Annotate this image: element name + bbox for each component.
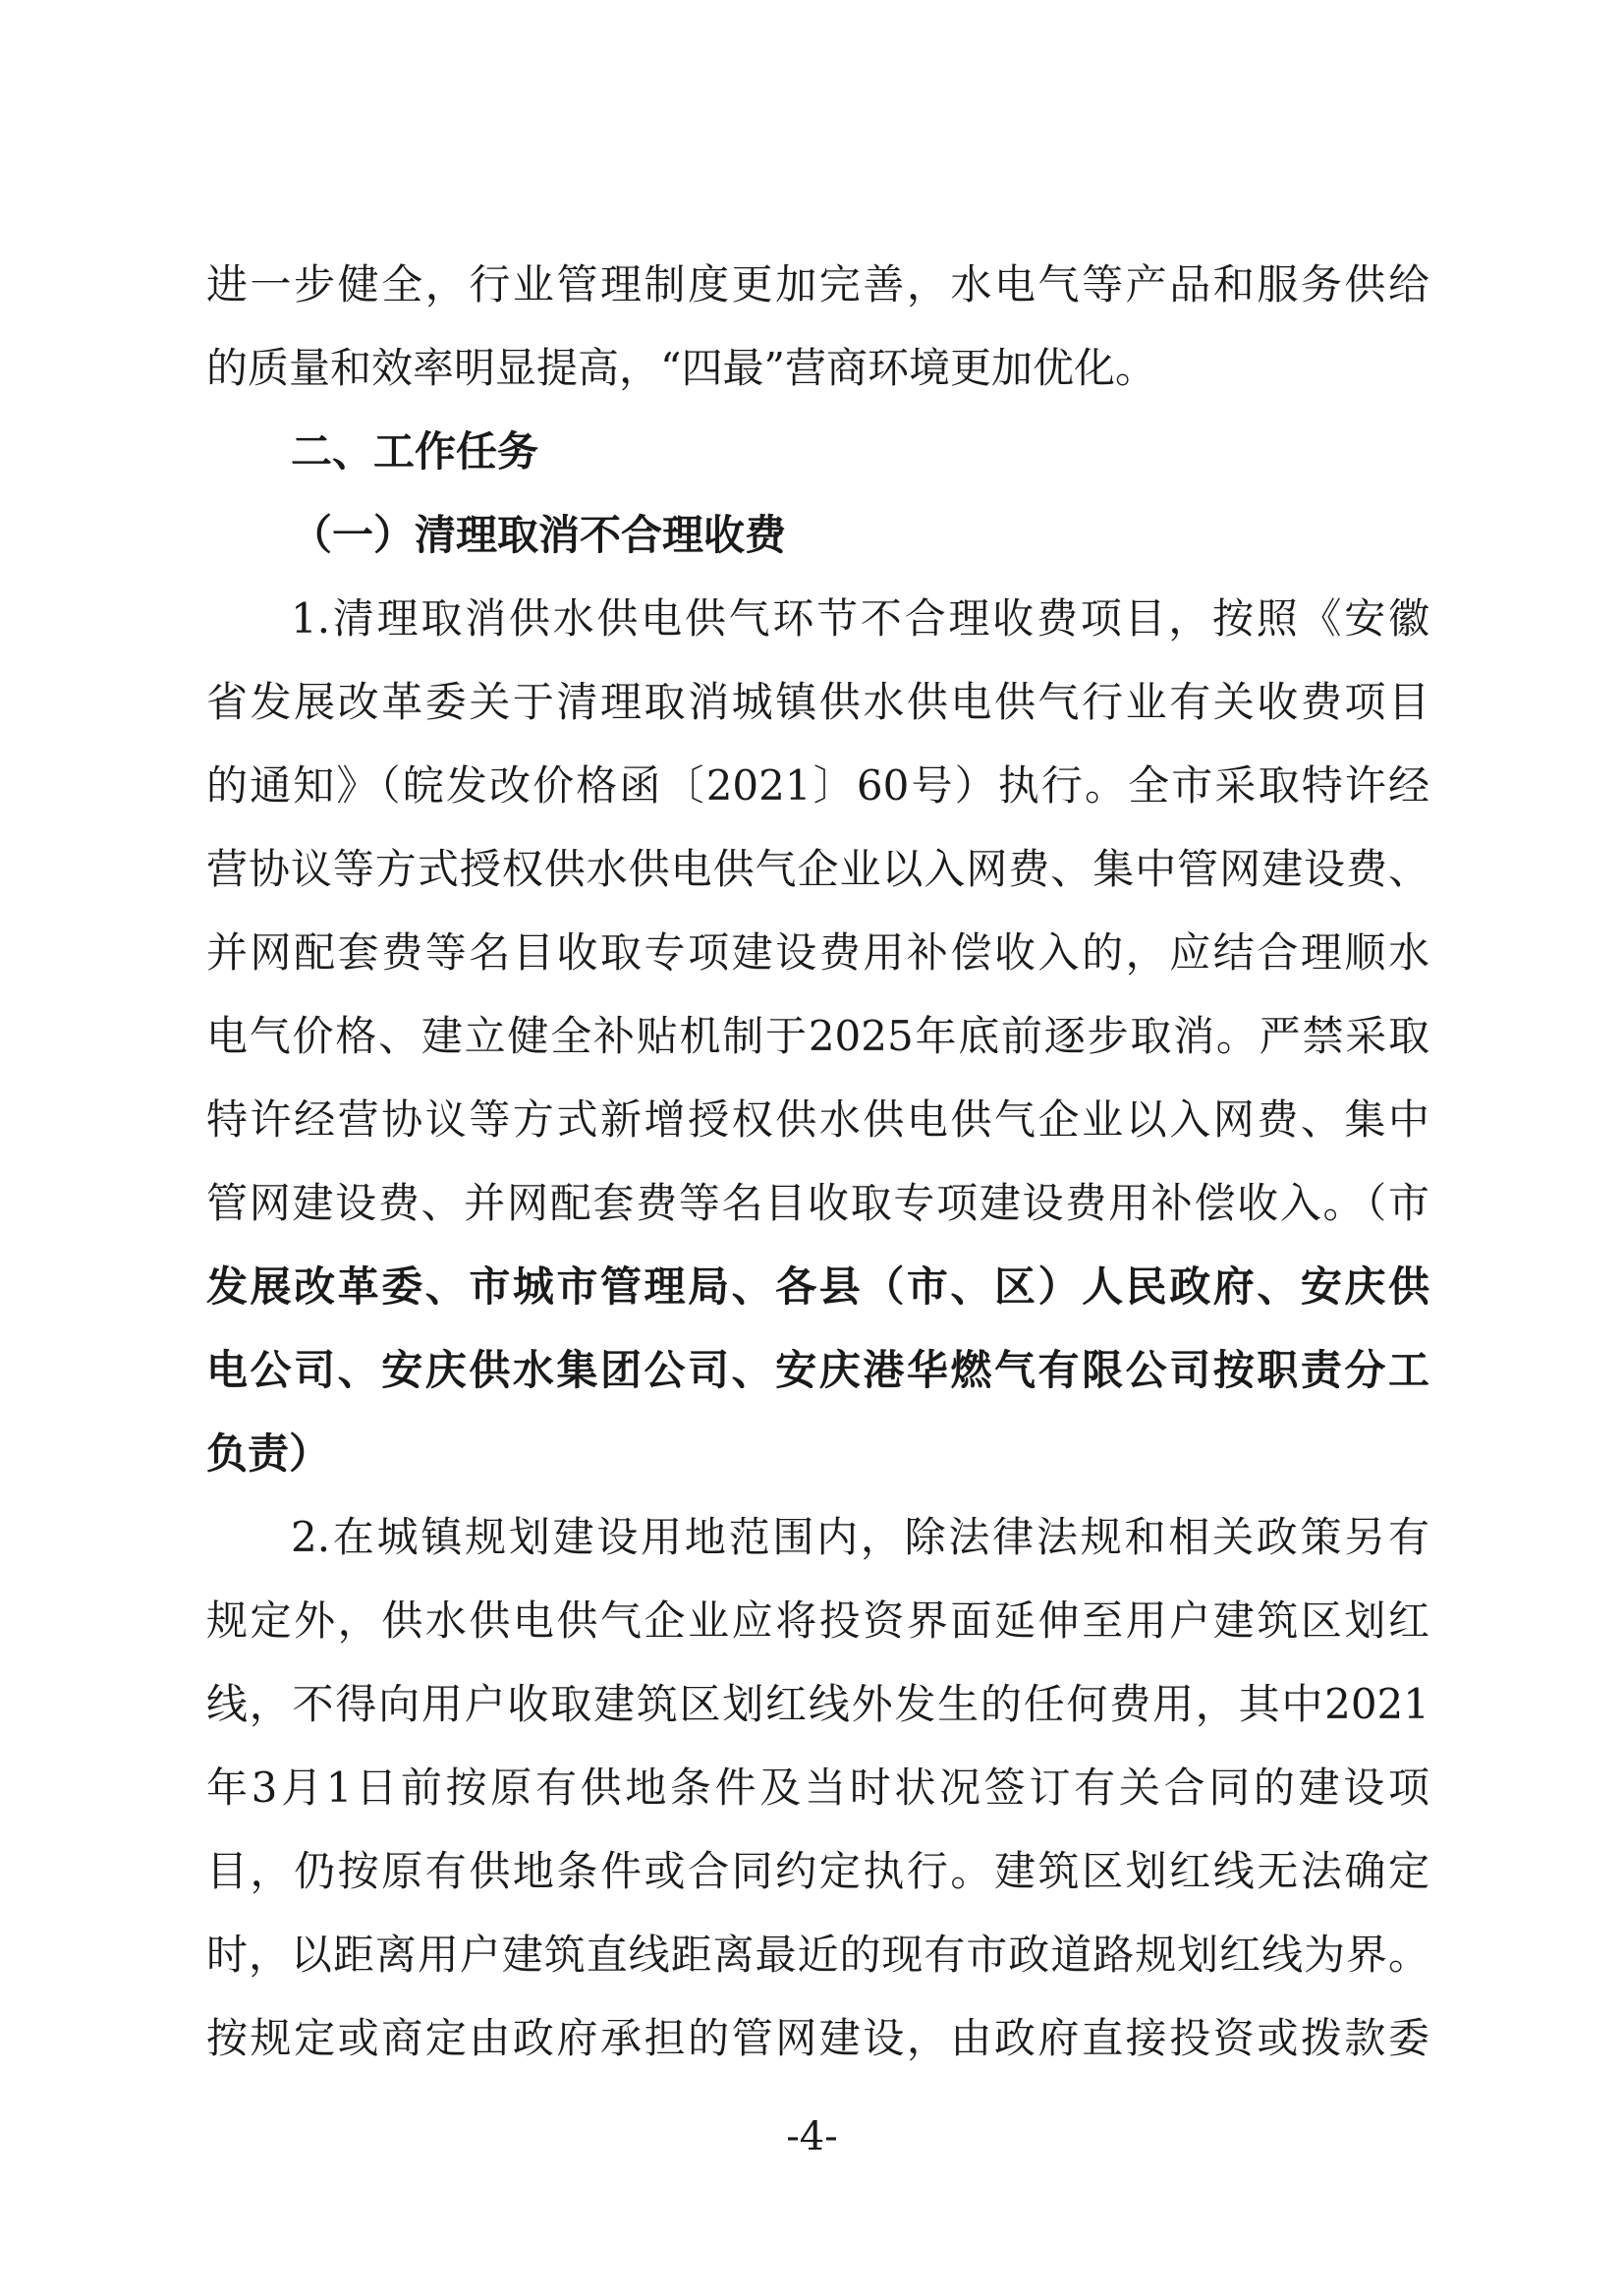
item-1-responsible-line: 负责） [206, 1429, 331, 1478]
item-2-text-line: 线，不得向用户收取建筑区划红线外发生的任何费用，其中2021 [206, 1680, 1429, 1728]
item-2-text-line: 按规定或商定由政府承担的管网建设，由政府直接投资或拨款委 [206, 2014, 1429, 2062]
item-2-text-line: 目，仍按原有供地条件或合同约定执行。建筑区划红线无法确定 [206, 1847, 1429, 1895]
item-1-text-line: 电气价格、建立健全补贴机制于2025年底前逐步取消。严禁采取 [206, 1012, 1429, 1060]
body-text-line: 进一步健全，行业管理制度更加完善，水电气等产品和服务供给 [206, 260, 1429, 308]
item-1-text-line: 1.清理取消供水供电供气环节不合理收费项目，按照《安徽 [291, 594, 1429, 643]
item-1-text-line: 并网配套费等名目收取专项建设费用补偿收入的，应结合理顺水 [206, 928, 1429, 977]
item-1-responsible-line: 电公司、安庆供水集团公司、安庆港华燃气有限公司按职责分工 [206, 1346, 1429, 1394]
item-1-text-line: 营协议等方式授权供水供电供气企业以入网费、集中管网建设费、 [206, 845, 1429, 893]
body-text-line: 的质量和效率明显提高，“四最”营商环境更加优化。 [206, 344, 1156, 392]
item-1-responsible-line: 发展改革委、市城市管理局、各县（市、区）人民政府、安庆供 [206, 1262, 1429, 1311]
page-number: -4- [786, 2114, 838, 2159]
item-1-text-line: 管网建设费、并网配套费等名目收取专项建设费用补偿收入。（市 [206, 1179, 1429, 1227]
item-2-text-line: 2.在城镇规划建设用地范围内，除法律法规和相关政策另有 [291, 1513, 1429, 1561]
subsection-heading: （一）清理取消不合理收费 [291, 511, 787, 559]
item-1-text-line: 的通知》（皖发改价格函〔2021〕60号）执行。全市采取特许经 [206, 761, 1429, 810]
section-heading: 二、工作任务 [291, 427, 539, 476]
item-1-text-line: 省发展改革委关于清理取消城镇供水供电供气行业有关收费项目 [206, 678, 1429, 726]
item-1-text-line: 特许经营协议等方式新增授权供水供电供气企业以入网费、集中 [206, 1095, 1429, 1144]
item-2-text-line: 时，以距离用户建筑直线距离最近的现有市政道路规划红线为界。 [206, 1931, 1429, 1979]
item-2-text-line: 年3月1日前按原有供地条件及当时状况签订有关合同的建设项 [206, 1764, 1429, 1812]
item-2-text-line: 规定外，供水供电供气企业应将投资界面延伸至用户建筑区划红 [206, 1596, 1429, 1645]
